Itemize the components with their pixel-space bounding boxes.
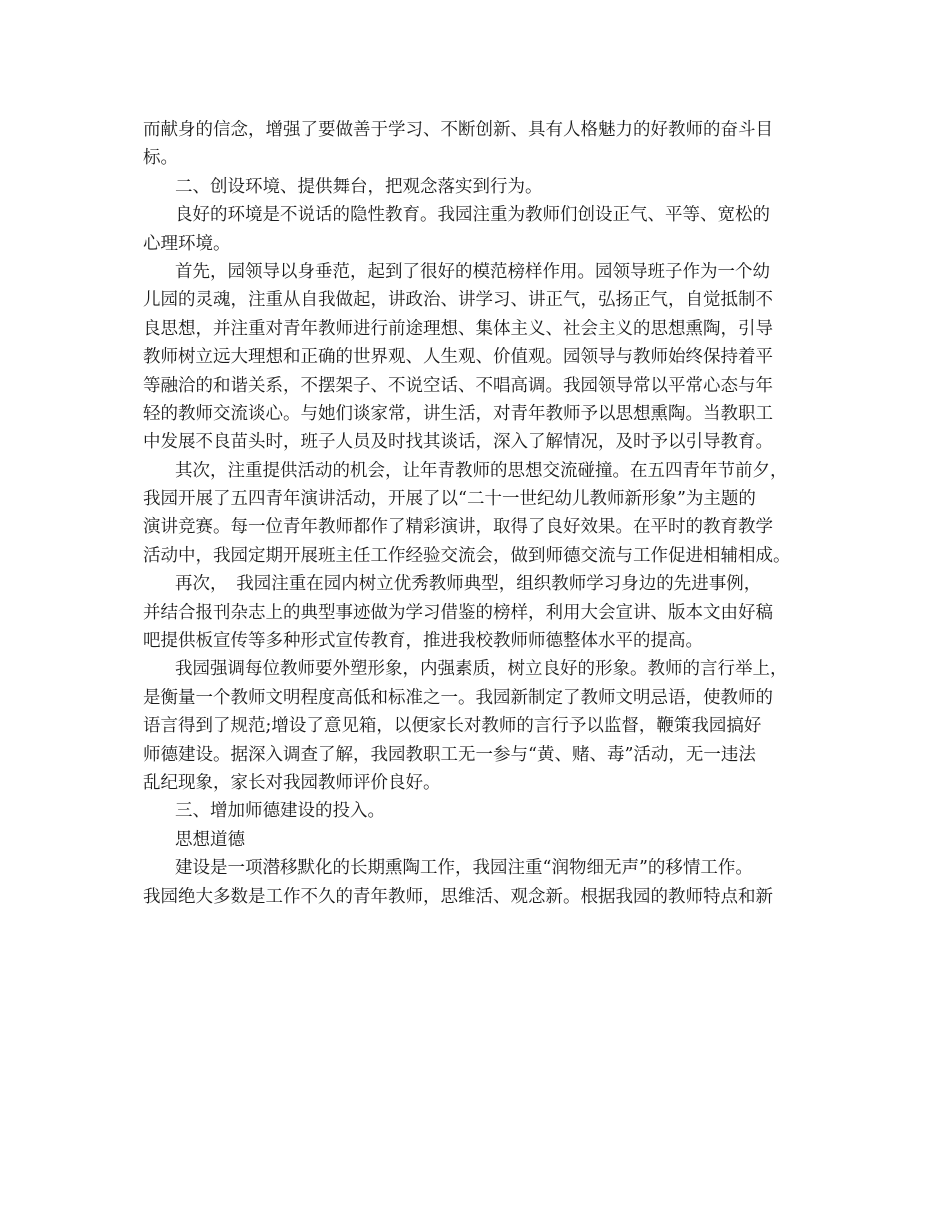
text-line: 师德建设。据深入调查了解，我园教职工无一参与“黄、赌、毒”活动，无一违法	[143, 744, 756, 765]
text-line: 我园开展了五四青年演讲活动，开展了以“二十一世纪幼儿教师新形象”为主题的	[143, 489, 756, 510]
document-body	[143, 116, 833, 911]
text-line: 首先，园领导以身垂范，起到了很好的模范榜样作用。园领导班子作为一个幼	[175, 261, 770, 282]
text-line: 再次， 我园注重在园内树立优秀教师典型，组织教师学习身边的先进事例，	[175, 574, 762, 595]
text-line: 语言得到了规范;增设了意见箱，以便家长对教师的言行予以监督，鞭策我园搞好	[143, 716, 762, 737]
text-line: 并结合报刊杂志上的典型事迹做为学习借鉴的榜样，利用大会宣讲、版本文由好稿	[143, 602, 773, 623]
text-line: 其次，注重提供活动的机会，让年青教师的思想交流碰撞。在五四青年节前夕，	[175, 460, 788, 481]
text-line: 良好的环境是不说话的隐性教育。我园注重为教师们创设正气、平等、宽松的	[175, 205, 770, 226]
text-line: 是衡量一个教师文明程度高低和标准之一。我园新制定了教师文明忌语，使教师的	[143, 687, 773, 708]
text-line: 轻的教师交流谈心。与她们谈家常，讲生活，对青年教师予以思想熏陶。当教职工	[143, 403, 773, 424]
text-line: 教师树立远大理想和正确的世界观、人生观、价值观。园领导与教师始终保持着平	[143, 347, 773, 368]
text-line: 标。	[143, 148, 178, 169]
text-line: 活动中，我园定期开展班主任工作经验交流会，做到师德交流与工作促进相辅相成。	[143, 545, 791, 566]
text-line: 我园强调每位教师要外塑形象，内强素质，树立良好的形象。教师的言行举上，	[175, 659, 788, 680]
text-line: 我园绝大多数是工作不久的青年教师，思维活、观念新。根据我园的教师特点和新	[143, 886, 773, 907]
text-line: 三、增加师德建设的投入。	[175, 801, 385, 822]
text-line: 儿园的灵魂，注重从自我做起，讲政治、讲学习、讲正气，弘扬正气，自觉抵制不	[143, 290, 773, 311]
text-line: 中发展不良苗头时，班子人员及时找其谈话，深入了解情况，及时予以引导教育。	[143, 432, 773, 453]
text-line: 建设是一项潜移默化的长期熏陶工作，我园注重“润物细无声”的移情工作。	[175, 858, 753, 879]
text-line: 良思想，并注重对青年教师进行前途理想、集体主义、社会主义的思想熏陶，引导	[143, 318, 773, 339]
text-line: 而献身的信念，增强了要做善于学习、不断创新、具有人格魅力的好教师的奋斗目	[143, 120, 773, 140]
text-line: 乱纪现象，家长对我园教师评价良好。	[143, 772, 441, 793]
text-line: 演讲竞赛。每一位青年教师都作了精彩演讲，取得了良好效果。在平时的教育教学	[143, 517, 773, 538]
text-line: 等融洽的和谐关系，不摆架子、不说空话、不唱高调。我园领导常以平常心态与年	[143, 375, 773, 396]
text-line: 二、创设环境、提供舞台，把观念落实到行为。	[175, 176, 543, 197]
text-line: 思想道德	[175, 829, 245, 850]
text-line: 吧提供板宣传等多种形式宣传教育，推进我校教师师德整体水平的提高。	[143, 631, 703, 652]
text-line: 心理环境。	[143, 233, 231, 254]
